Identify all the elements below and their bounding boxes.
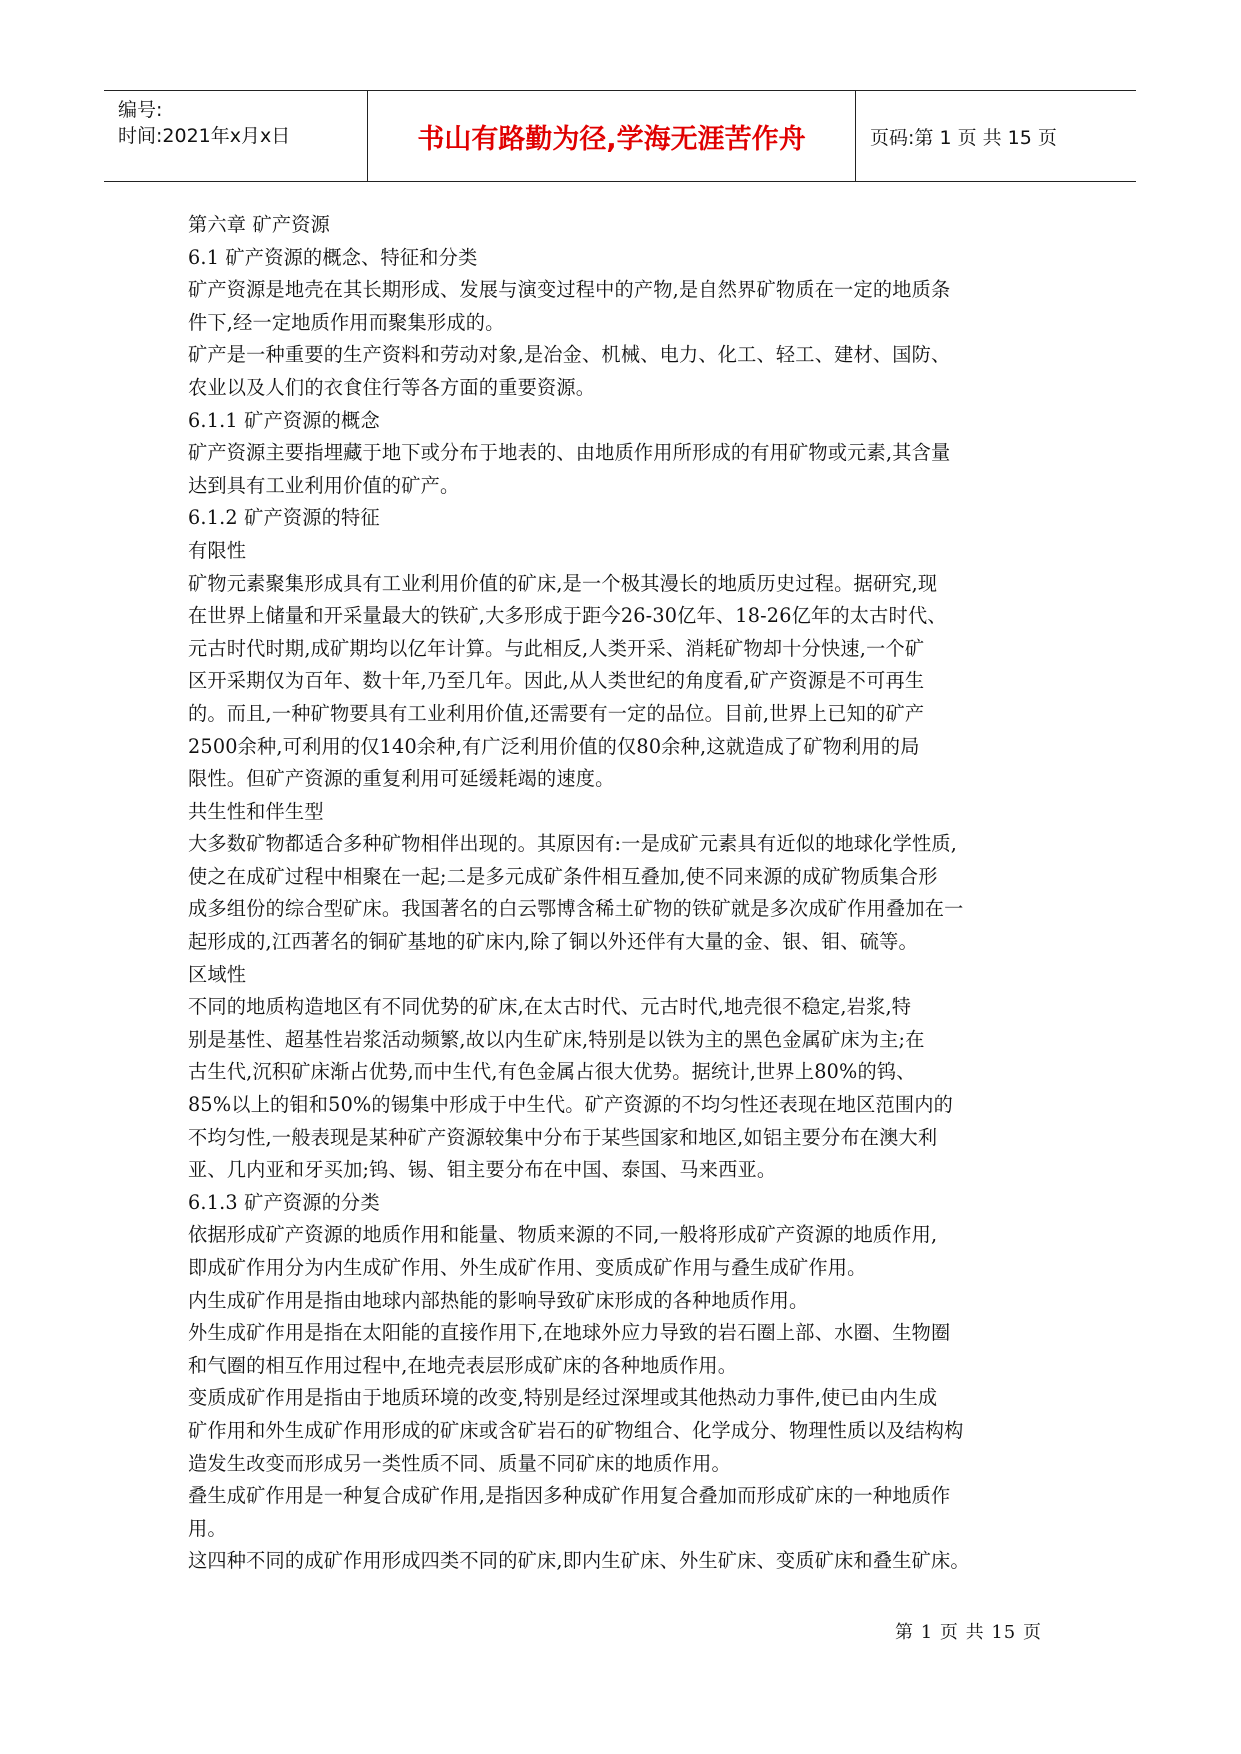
body-line: 不同的地质构造地区有不同优势的矿床,在太古时代、元古时代,地壳很不稳定,岩浆,特 xyxy=(188,995,912,1019)
header-page-cell xyxy=(856,91,1136,181)
body-line: 农业以及人们的衣食住行等各方面的重要资源。 xyxy=(188,375,596,399)
body-line: 即成矿作用分为内生成矿作用、外生成矿作用、变质成矿作用与叠生成矿作用。 xyxy=(188,1256,867,1279)
document-code-label: 编号: xyxy=(118,99,163,121)
body-line: 造发生改变而形成另一类性质不同、质量不同矿床的地质作用。 xyxy=(188,1451,731,1475)
header-page-info: 页码:第 1 页 共 15 页 xyxy=(870,126,1057,149)
header-motto: 书山有路勤为径,学海无涯苦作舟 xyxy=(417,123,806,155)
header-motto-cell xyxy=(368,91,856,181)
body-line: 限性。但矿产资源的重复利用可延缓耗竭的速度。 xyxy=(188,767,615,791)
body-line: 不均匀性,一般表现是某种矿产资源较集中分布于某些国家和地区,如铝主要分布在澳大利 xyxy=(188,1125,938,1149)
body-line: 矿物元素聚集形成具有工业利用价值的矿床,是一个极其漫长的地质历史过程。据研究,现 xyxy=(188,571,938,595)
subsection-heading: 6.1.3 矿产资源的分类 xyxy=(188,1190,380,1214)
body-line: 矿产资源是地壳在其长期形成、发展与演变过程中的产物,是自然界矿物质在一定的地质条 xyxy=(188,278,951,302)
body-line: 区开采期仅为百年、数十年,乃至几年。因此,从人类世纪的角度看,矿产资源是不可再生 xyxy=(188,669,925,693)
body-line: 亚、几内亚和牙买加;钨、锡、钼主要分布在中国、泰国、马来西亚。 xyxy=(188,1158,777,1182)
body-line: 2500余种,可利用的仅140余种,有广泛利用价值的仅80余种,这就造成了矿物利用的局 xyxy=(188,734,920,758)
body-line: 矿产是一种重要的生产资料和劳动对象,是冶金、机械、电力、化工、轻工、建材、国防、 xyxy=(188,343,951,367)
body-line: 内生成矿作用是指由地球内部热能的影响导致矿床形成的各种地质作用。 xyxy=(188,1288,809,1312)
body-line: 依据形成矿产资源的地质作用和能量、物质来源的不同,一般将形成矿产资源的地质作用, xyxy=(188,1223,938,1247)
page-footer: 第 1 页 共 15 页 xyxy=(895,1622,1042,1643)
body-line: 达到具有工业利用价值的矿产。 xyxy=(188,473,460,497)
body-line: 使之在成矿过程中相聚在一起;二是多元成矿条件相互叠加,使不同来源的成矿物质集合形 xyxy=(188,864,938,888)
body-line: 变质成矿作用是指由于地质环境的改变,特别是经过深埋或其他热动力事件,使已由内生成 xyxy=(188,1386,938,1410)
body-line: 在世界上储量和开采量最大的铁矿,大多形成于距今26-30亿年、18-26亿年的太古时代、 xyxy=(188,604,947,628)
header-meta-cell xyxy=(104,91,368,181)
body-line: 成多组份的综合型矿床。我国著名的白云鄂博含稀土矿物的铁矿就是多次成矿作用叠加在一 xyxy=(188,897,964,921)
document-header xyxy=(104,90,1136,182)
subsection-heading: 6.1.1 矿产资源的概念 xyxy=(188,408,380,432)
body-line: 古生代,沉积矿床渐占优势,而中生代,有色金属占很大优势。据统计,世界上80%的钨、 xyxy=(188,1060,916,1084)
body-line: 元古时代时期,成矿期均以亿年计算。与此相反,人类开采、消耗矿物却十分快速,一个矿 xyxy=(188,636,925,660)
document-body xyxy=(188,209,1068,1578)
body-line: 的。而且,一种矿物要具有工业利用价值,还需要有一定的品位。目前,世界上已知的矿产 xyxy=(188,701,925,725)
topic-heading: 共生性和伴生型 xyxy=(188,799,324,823)
body-line: 大多数矿物都适合多种矿物相伴出现的。其原因有:一是成矿元素具有近似的地球化学性质, xyxy=(188,832,958,856)
topic-heading: 区域性 xyxy=(188,962,247,986)
topic-heading: 有限性 xyxy=(188,538,247,562)
body-line: 矿作用和外生成矿作用形成的矿床或含矿岩石的矿物组合、化学成分、物理性质以及结构构 xyxy=(188,1418,964,1442)
section-heading: 6.1 矿产资源的概念、特征和分类 xyxy=(188,245,478,269)
body-line: 件下,经一定地质作用而聚集形成的。 xyxy=(188,310,505,334)
body-line: 别是基性、超基性岩浆活动频繁,故以内生矿床,特别是以铁为主的黑色金属矿床为主;在 xyxy=(188,1027,925,1051)
body-line: 矿产资源主要指埋藏于地下或分布于地表的、由地质作用所形成的有用矿物或元素,其含量 xyxy=(188,441,951,465)
body-line: 和气圈的相互作用过程中,在地壳表层形成矿床的各种地质作用。 xyxy=(188,1353,738,1377)
body-line: 这四种不同的成矿作用形成四类不同的矿床,即内生矿床、外生矿床、变质矿床和叠生矿床。 xyxy=(188,1549,970,1573)
body-line: 叠生成矿作用是一种复合成矿作用,是指因多种成矿作用复合叠加而形成矿床的一种地质作 xyxy=(188,1484,951,1508)
body-line: 起形成的,江西著名的铜矿基地的矿床内,除了铜以外还伴有大量的金、银、钼、硫等。 xyxy=(188,930,918,954)
body-line: 用。 xyxy=(188,1516,227,1540)
body-line: 85%以上的钼和50%的锡集中形成于中生代。矿产资源的不均匀性还表现在地区范围内的 xyxy=(188,1093,954,1117)
subsection-heading: 6.1.2 矿产资源的特征 xyxy=(188,506,380,530)
chapter-title: 第六章 矿产资源 xyxy=(188,213,331,236)
document-time: 时间:2021年x月x日 xyxy=(118,125,291,147)
body-line: 外生成矿作用是指在太阳能的直接作用下,在地球外应力导致的岩石圈上部、水圈、生物圈 xyxy=(188,1321,951,1345)
